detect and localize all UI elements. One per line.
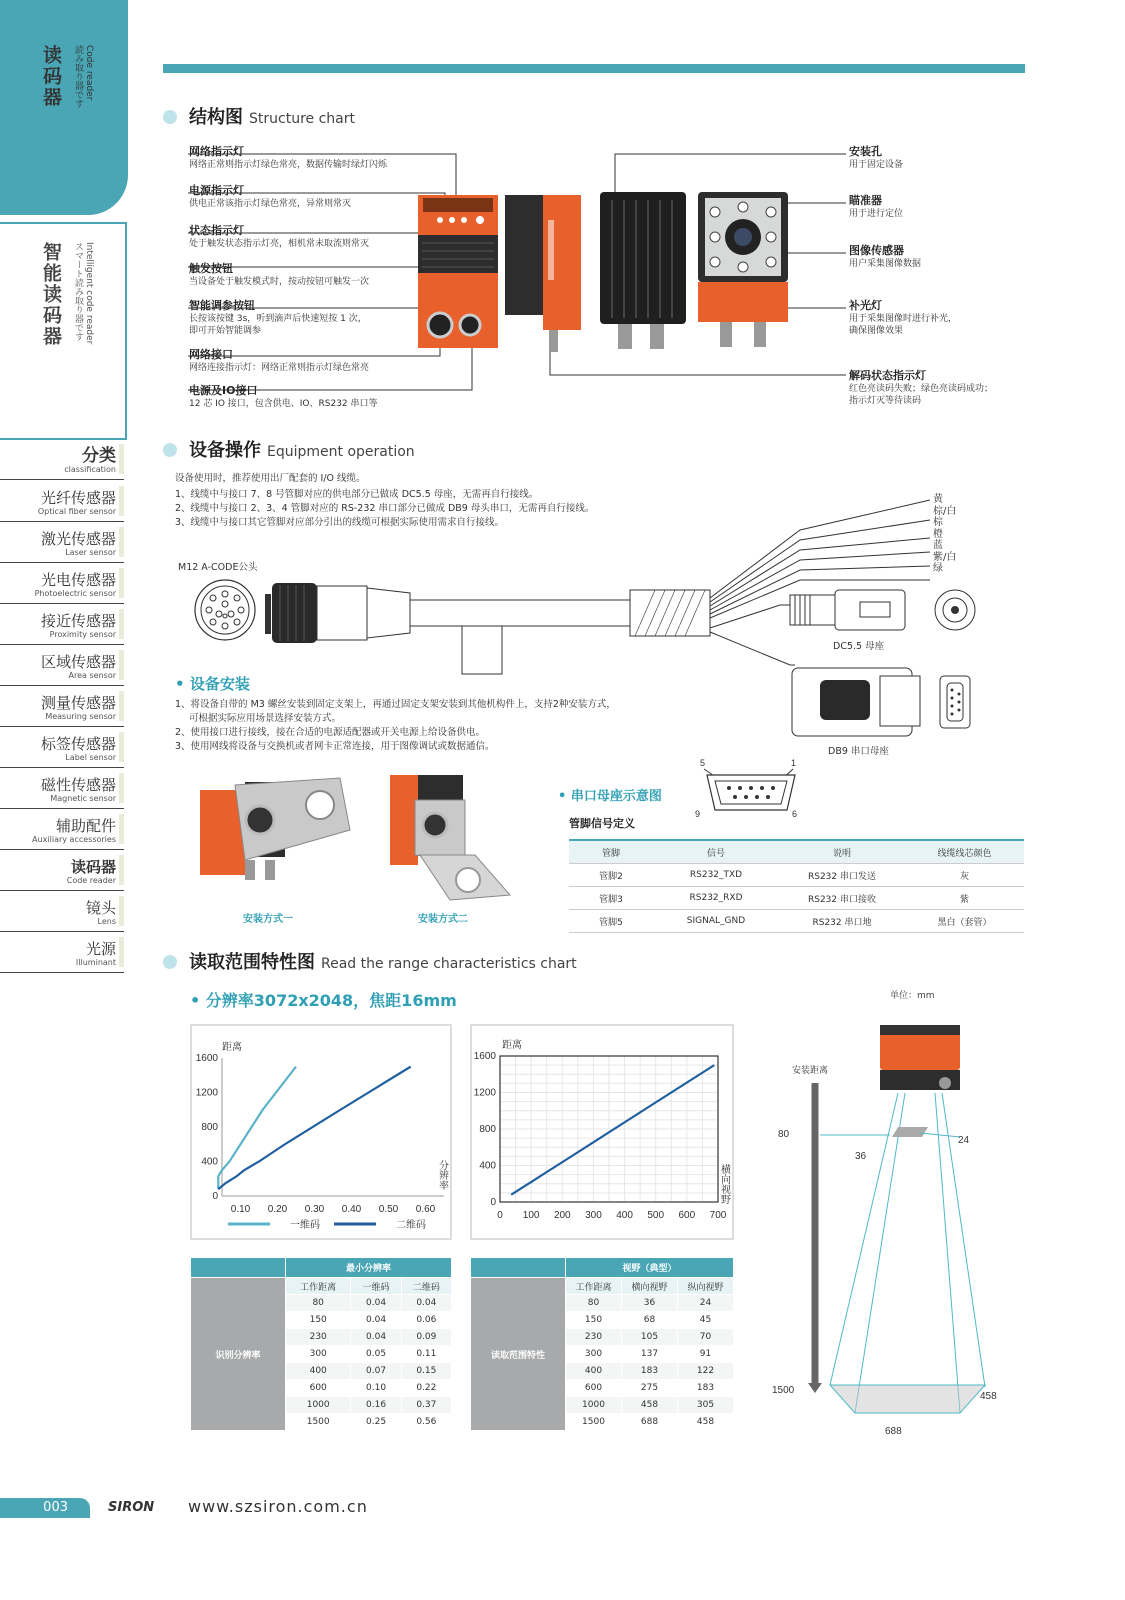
x-tick-label: 500 xyxy=(647,1210,665,1221)
sidebar-item-label: 接近传感器 xyxy=(40,612,116,630)
install-method-one-label: 安装方式一 xyxy=(243,914,293,925)
callout-desc: 网络连接指示灯：网络正常则指示灯绿色常亮 xyxy=(189,363,370,373)
sidebar-item-sublabel: Code reader xyxy=(66,876,116,885)
table-cell: 0.15 xyxy=(401,1363,451,1380)
callout-title: 智能调参按钮 xyxy=(189,299,255,312)
sidebar-item-sublabel: Magnetic sensor xyxy=(50,794,116,803)
x-tick-label: 300 xyxy=(585,1210,602,1221)
table-cell: 0.06 xyxy=(401,1312,451,1329)
m12-label: M12 A-CODE公头 xyxy=(178,562,258,573)
y-tick-label: 0 xyxy=(212,1191,218,1202)
x-tick-label: 0.50 xyxy=(378,1204,399,1215)
pin-label-9: 9 xyxy=(695,809,701,819)
sidebar-item-label: 区域传感器 xyxy=(40,653,116,671)
y-tick-label: 1600 xyxy=(195,1053,218,1064)
wire-color: 棕/白 xyxy=(933,505,957,517)
sidebar-item[interactable] xyxy=(0,482,124,522)
table-cell: 0.56 xyxy=(401,1414,451,1431)
pin-signal-table: 管脚 信号 说明 线缆线芯颜色 管脚2 RS232_TXD RS232 串口发送 灰 管脚3 RS232_RXD RS232 串口接收 紫 管脚5 SIGNAL_GND RS232 串口地 黑白（套管） xyxy=(569,839,1024,933)
x-tick-label: 600 xyxy=(678,1210,696,1221)
table-title: 最小分辨率 xyxy=(286,1258,452,1278)
y-tick-label: 800 xyxy=(201,1122,218,1133)
sidebar-item[interactable] xyxy=(0,810,124,850)
table-cell: 400 xyxy=(566,1363,622,1380)
table-header: 工作距离 xyxy=(286,1278,351,1295)
resolution-table xyxy=(190,1257,452,1431)
table-cell: 36 xyxy=(622,1295,678,1312)
far-width: 688 xyxy=(885,1426,902,1437)
sidebar-header-title: 读码器 xyxy=(40,45,62,108)
table-cell: 灰 xyxy=(905,864,1024,887)
serial-title: • 串口母座示意图 xyxy=(558,789,662,804)
table-cell: 管脚5 xyxy=(569,910,653,933)
sidebar-item[interactable] xyxy=(0,851,124,891)
callout-desc: 红色亮读码失败；绿色亮读码成功； xyxy=(849,384,994,394)
section-structure-title: 结构图 Structure chart xyxy=(163,103,355,129)
fov-range-diagram xyxy=(760,1025,1020,1445)
callout-desc: 当设备处于触发模式时，按动按钮可触发一次 xyxy=(189,277,370,287)
table-side-label: 读取范围特性 xyxy=(471,1278,566,1431)
top-accent-bar xyxy=(163,64,1025,73)
callout-title: 瞄准器 xyxy=(849,194,882,207)
table-cell: 0.10 xyxy=(351,1380,401,1397)
db9-label: DB9 串口母座 xyxy=(828,746,889,757)
sidebar-item-label: 镜头 xyxy=(85,899,116,917)
table-cell: 管脚2 xyxy=(569,864,653,887)
table-cell: 230 xyxy=(566,1329,622,1346)
callout-title: 网络指示灯 xyxy=(189,145,244,158)
sidebar-item-sublabel: Auxiliary accessories xyxy=(32,835,116,844)
brand-logo: SIRON xyxy=(108,1500,155,1515)
callout-desc: 用于固定设备 xyxy=(849,160,904,170)
sidebar-item-label: 激光传感器 xyxy=(40,530,116,548)
table-cell: 183 xyxy=(678,1380,734,1397)
sidebar-item-sublabel: Label sensor xyxy=(65,753,116,762)
table-cell: RS232_TXD xyxy=(653,864,779,887)
table-cell: 0.22 xyxy=(401,1380,451,1397)
callout-desc: 用于采集图像时进行补光， xyxy=(849,314,958,324)
install-instructions: 1、将设备自带的 M3 螺丝安装到固定支架上，再通过固定支架安装到其他机构件上，支持2种安装方式， 可根据实际应用场景选择安装方式。 2、使用接口进行接线，接在合适的电源适配器或开关电源上给设备供电。 3、使用网线将设备与交换机或者网卡正常连接，用于图像调试或数据通信。 xyxy=(175,699,616,752)
dc-label: DC5.5 母座 xyxy=(833,641,885,652)
series-line xyxy=(218,1067,296,1189)
install-illustrations xyxy=(190,770,530,905)
install-method-two-label: 安装方式二 xyxy=(418,914,468,925)
table-cell: 1000 xyxy=(566,1397,622,1414)
sidebar-item-sublabel: Photoelectric sensor xyxy=(34,589,116,598)
table-cell: 80 xyxy=(286,1295,351,1312)
wire-color: 绿 xyxy=(933,563,943,574)
y-axis-label: 距离 xyxy=(502,1040,522,1051)
callout-desc: 指示灯灭等待读码 xyxy=(849,396,922,406)
sidebar-item-label: 光纤传感器 xyxy=(40,489,116,507)
page-number: 003 xyxy=(0,1498,90,1518)
table-cell: 0.04 xyxy=(351,1295,401,1312)
sidebar-item-sublabel: Laser sensor xyxy=(65,548,116,557)
table-cell: 68 xyxy=(622,1312,678,1329)
x-tick-label: 0 xyxy=(497,1210,503,1221)
device-side-view xyxy=(505,195,581,352)
sidebar-item[interactable] xyxy=(0,687,124,727)
device-front-view xyxy=(698,192,788,347)
pin-label-5: 5 xyxy=(700,758,706,768)
x-tick-label: 400 xyxy=(616,1210,633,1221)
table-cell: 600 xyxy=(286,1380,351,1397)
x-tick-label: 0.40 xyxy=(341,1204,362,1215)
sidebar-product-box xyxy=(0,222,127,440)
table-header: 纵向视野 xyxy=(678,1278,734,1295)
sidebar-item-label: 测量传感器 xyxy=(40,694,116,712)
sidebar-item-sublabel: Lens xyxy=(97,917,116,926)
serial-pin-diagram xyxy=(695,755,815,825)
table-cell: 45 xyxy=(678,1312,734,1329)
table-cell: 1500 xyxy=(286,1414,351,1431)
series-line xyxy=(218,1067,410,1189)
table-header: 二维码 xyxy=(401,1278,451,1295)
sidebar-item-label: 辅助配件 xyxy=(55,817,116,835)
sidebar-item[interactable] xyxy=(0,892,124,932)
y-tick-label: 800 xyxy=(479,1124,496,1135)
y-tick-label: 1600 xyxy=(473,1051,496,1062)
callout-desc: 处于触发状态指示灯亮，相机常未取流则常灭 xyxy=(189,239,370,249)
sidebar-item-label: 读码器 xyxy=(70,858,116,876)
device-top-view xyxy=(418,195,498,348)
wire-color: 黄 xyxy=(933,494,943,505)
sidebar-item-label: 光源 xyxy=(85,940,116,958)
table-cell: 0.04 xyxy=(351,1329,401,1346)
x-tick-label: 100 xyxy=(522,1210,540,1221)
y-axis-label: 距离 xyxy=(222,1042,242,1053)
table-cell: RS232 串口发送 xyxy=(779,864,905,887)
legend-label: 一维码 xyxy=(290,1220,320,1231)
callout-title: 电源及IO接口 xyxy=(189,384,258,397)
section-range-title: 读取范围特性图 Read the range characteristics chart xyxy=(163,948,577,974)
sidebar-item-sublabel: Proximity sensor xyxy=(49,630,116,639)
sidebar-item-label: 磁性传感器 xyxy=(40,776,116,794)
callout-desc: 供电正常该指示灯绿色常亮，异常则常灭 xyxy=(189,199,352,209)
table-cell: RS232 串口接收 xyxy=(779,887,905,910)
fov-table xyxy=(470,1257,734,1431)
chart-resolution xyxy=(192,1026,450,1238)
sidebar-item[interactable] xyxy=(0,564,124,604)
y-tick-label: 1200 xyxy=(473,1087,496,1099)
install-method-two-image xyxy=(390,775,510,900)
wire-color: 蓝 xyxy=(933,540,943,551)
table-cell: 300 xyxy=(286,1346,351,1363)
table-cell: 80 xyxy=(566,1295,622,1312)
y-tick-label: 1200 xyxy=(195,1087,218,1099)
table-cell: 0.09 xyxy=(401,1329,451,1346)
x-axis-label: 横向视野 xyxy=(718,1164,730,1204)
x-tick-label: 0.60 xyxy=(415,1204,436,1215)
website-url: www.szsiron.com.cn xyxy=(188,1497,368,1516)
callout-desc: 确保图像效果 xyxy=(849,326,904,336)
callout-title: 补光灯 xyxy=(849,299,882,312)
near-distance: 80 xyxy=(778,1129,790,1140)
far-height: 458 xyxy=(980,1391,997,1402)
callout-desc: 用户采集图像数据 xyxy=(849,259,922,269)
table-cell: 紫 xyxy=(905,887,1024,910)
table-cell: 458 xyxy=(622,1397,678,1414)
callout-title: 解码状态指示灯 xyxy=(849,369,926,382)
sidebar-product-title: 智能读码器 xyxy=(40,242,62,347)
table-cell: 0.07 xyxy=(351,1363,401,1380)
range-subtitle: • 分辨率3072x2048，焦距16mm xyxy=(190,991,457,1010)
table-cell: 400 xyxy=(286,1363,351,1380)
callout-desc: 用于进行定位 xyxy=(849,209,904,219)
x-axis-label: 分辨率 xyxy=(436,1160,448,1190)
pin-label-1: 1 xyxy=(791,758,797,768)
callout-title: 电源指示灯 xyxy=(189,184,244,197)
table-cell: 230 xyxy=(286,1329,351,1346)
install-title: • 设备安装 xyxy=(175,675,250,693)
section-operation-title: 设备操作 Equipment operation xyxy=(163,436,415,462)
sidebar-item-sublabel: Illuminant xyxy=(75,958,116,967)
wire-color: 紫/白 xyxy=(933,551,957,563)
table-row xyxy=(569,864,1024,887)
table-cell: 0.04 xyxy=(401,1295,451,1312)
sidebar-item[interactable] xyxy=(0,523,124,563)
sidebar-item[interactable] xyxy=(0,605,124,645)
install-method-one-image xyxy=(200,778,350,880)
table-cell: 122 xyxy=(678,1363,734,1380)
sidebar-product-subtitle: Intelligent code reader スマート読み取り器です xyxy=(73,242,94,345)
table-cell: 0.05 xyxy=(351,1346,401,1363)
pin-label-6: 6 xyxy=(792,809,798,819)
sidebar-item[interactable] xyxy=(0,646,124,686)
table-cell: 70 xyxy=(678,1329,734,1346)
callout-desc: 即可开始智能调参 xyxy=(189,326,262,336)
table-cell: RS232 串口地 xyxy=(779,910,905,933)
table-side-label: 识别分辨率 xyxy=(191,1278,286,1431)
table-cell: 91 xyxy=(678,1346,734,1363)
table-cell: 0.16 xyxy=(351,1397,401,1414)
table-cell: 1500 xyxy=(566,1414,622,1431)
table-cell: 0.25 xyxy=(351,1414,401,1431)
device-back-view xyxy=(600,192,686,349)
sidebar-item-sublabel: Measuring sensor xyxy=(45,712,116,721)
wire-color: 橙 xyxy=(933,528,943,540)
sidebar-item-label: 光电传感器 xyxy=(40,571,116,589)
unit-label: 单位：mm xyxy=(890,991,935,1001)
sidebar-header-subtitle: Code reader 読み取り器です xyxy=(73,45,94,108)
table-cell: 600 xyxy=(566,1380,622,1397)
y-tick-label: 400 xyxy=(201,1156,218,1168)
table-cell: 管脚3 xyxy=(569,887,653,910)
table-header: 横向视野 xyxy=(622,1278,678,1295)
table-row xyxy=(569,910,1024,933)
table-cell: 0.04 xyxy=(351,1312,401,1329)
table-title: 视野（典型） xyxy=(566,1258,734,1278)
sidebar-item[interactable] xyxy=(0,728,124,768)
y-tick-label: 0 xyxy=(490,1197,496,1208)
table-cell: 0.11 xyxy=(401,1346,451,1363)
table-cell: 0.37 xyxy=(401,1397,451,1414)
sidebar-classification: 分类 classification xyxy=(0,440,124,480)
table-cell: 275 xyxy=(622,1380,678,1397)
table-cell: 1000 xyxy=(286,1397,351,1414)
callout-title: 安装孔 xyxy=(849,145,882,158)
y-tick-label: 400 xyxy=(479,1160,496,1172)
table-cell: 24 xyxy=(678,1295,734,1312)
table-header: 工作距离 xyxy=(566,1278,622,1295)
table-cell: 688 xyxy=(622,1414,678,1431)
near-height: 24 xyxy=(958,1135,970,1146)
x-tick-label: 0.20 xyxy=(267,1204,288,1215)
sidebar-item-label: 标签传感器 xyxy=(40,735,116,753)
far-distance: 1500 xyxy=(772,1385,795,1396)
callout-desc: 12 芯 IO 接口，包含供电、IO、RS232 串口等 xyxy=(189,399,378,409)
sidebar-item[interactable] xyxy=(0,769,124,809)
table-cell: 137 xyxy=(622,1346,678,1363)
chart-fov xyxy=(472,1026,732,1238)
sidebar-item-sublabel: Area sensor xyxy=(68,671,116,680)
sidebar-item-sublabel: Optical fiber sensor xyxy=(37,507,116,516)
operation-instructions: 设备使用时，推荐使用出厂配套的 I/O 线缆。 1、线缆中与接口 7、8 号管脚对应的供电部分已做成 DC5.5 母座，无需再自行接线。 2、线缆中与接口 2、3、4 管脚对应的 RS-232 串口部分已做成 DB9 母头串口，无需再自行接线。 3、线缆中与接口其它管脚对应部分引出的线缆可根据实际使用需求自行接线。 xyxy=(175,473,595,528)
table-cell: 105 xyxy=(622,1329,678,1346)
chart-fov-frame xyxy=(470,1024,734,1240)
callout-title: 图像传感器 xyxy=(849,244,904,257)
table-cell: 黑白（套管） xyxy=(905,910,1024,933)
table-cell: 150 xyxy=(566,1312,622,1329)
table-row xyxy=(569,887,1024,910)
structure-diagram xyxy=(160,140,1050,420)
legend-label: 二维码 xyxy=(396,1220,426,1231)
table-cell: SIGNAL_GND xyxy=(653,910,779,933)
callout-title: 触发按钮 xyxy=(189,262,233,275)
x-tick-label: 0.10 xyxy=(230,1204,251,1215)
callout-desc: 网络正常则指示灯绿色常亮，数据传输时绿灯闪烁 xyxy=(189,160,388,170)
series-line xyxy=(511,1065,714,1195)
table-cell: 300 xyxy=(566,1346,622,1363)
pin-definition-title: 管脚信号定义 xyxy=(569,817,635,830)
table-cell: 183 xyxy=(622,1363,678,1380)
chart-resolution-frame xyxy=(190,1024,452,1240)
table-cell: 458 xyxy=(678,1414,734,1431)
sidebar-header xyxy=(0,0,128,215)
callout-title: 网络接口 xyxy=(189,348,233,361)
x-tick-label: 0.30 xyxy=(304,1204,325,1215)
table-cell: 150 xyxy=(286,1312,351,1329)
x-tick-label: 200 xyxy=(553,1210,571,1221)
callout-desc: 长按该按键 3s，听到滴声后快速短按 1 次， xyxy=(189,314,367,324)
wire-color: 棕 xyxy=(933,517,943,528)
table-cell: 305 xyxy=(678,1397,734,1414)
sidebar-item[interactable] xyxy=(0,933,124,973)
near-width: 36 xyxy=(855,1151,867,1162)
table-cell: RS232_RXD xyxy=(653,887,779,910)
table-header: 一维码 xyxy=(351,1278,401,1295)
install-distance-label: 安装距离 xyxy=(792,1065,829,1075)
x-tick-label: 700 xyxy=(709,1210,727,1221)
callout-title: 状态指示灯 xyxy=(189,224,244,237)
